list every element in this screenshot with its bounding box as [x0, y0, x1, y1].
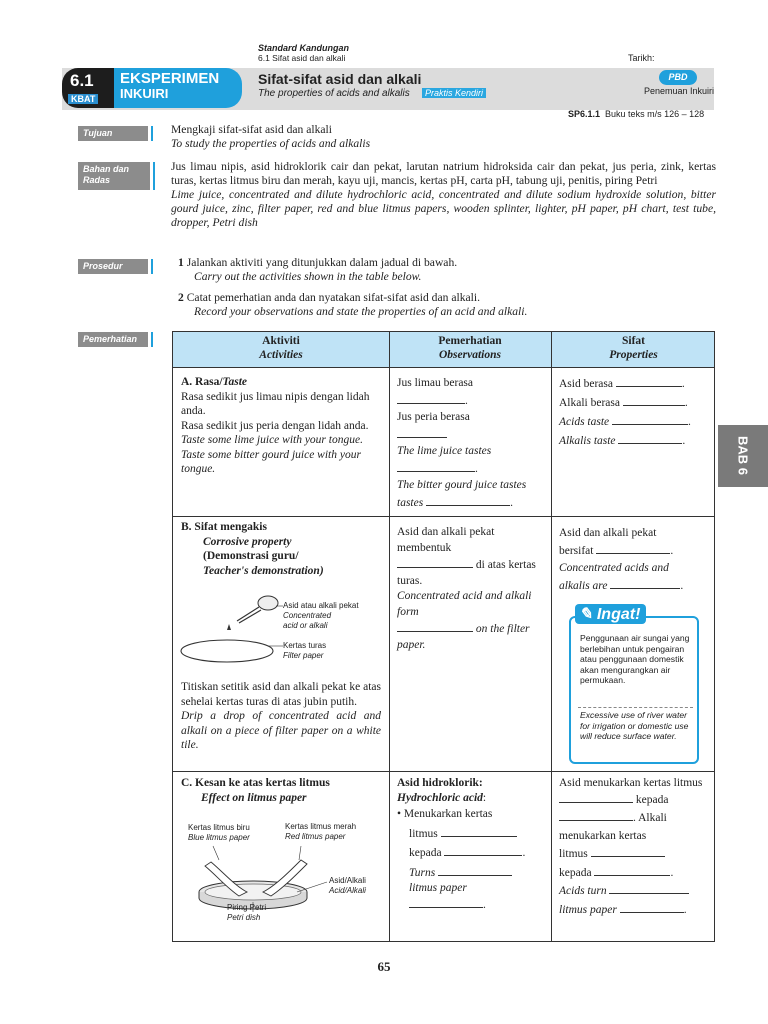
answer-blank[interactable] [620, 901, 684, 913]
header-ms: Sifat [622, 335, 645, 347]
label-ms: Kertas litmus biru [188, 823, 250, 832]
row-c-obs2: litmus [409, 827, 438, 840]
row-c-prop3: . Alkali menukarkan kertas [559, 812, 667, 842]
answer-blank[interactable] [612, 413, 688, 425]
header-ms: Pemerhatian [438, 335, 502, 347]
row-b-prop-ms2: bersifat [559, 545, 594, 557]
row-c-obs5: litmus paper [409, 881, 467, 894]
answer-blank[interactable] [441, 825, 517, 837]
label-red-litmus [285, 822, 356, 842]
category-line1: EKSPERIMEN [120, 70, 220, 87]
label-ms: Kertas turas [283, 641, 327, 650]
answer-blank[interactable] [409, 896, 483, 908]
answer-blank[interactable] [623, 394, 685, 406]
row-a-activity-ms2: Rasa sedikit jus peria dengan lidah anda. [181, 419, 369, 432]
kbat-badge: KBAT [68, 94, 98, 104]
pbd-subtitle: Penemuan Inkuiri [643, 86, 715, 96]
row-a-title-ms: A. Rasa/ [181, 376, 223, 388]
header-activities [173, 334, 389, 362]
row-b-activity-ms: Titiskan setitik asid dan alkali pekat ke atas sehelai kertas turas di atas jubin putih. [181, 681, 381, 708]
column-divider [389, 332, 390, 941]
row-b-title-ms: B. Sifat mengakis [181, 521, 267, 533]
answer-blank[interactable] [438, 864, 512, 876]
label-en: Acid/Alkali [329, 886, 366, 895]
row-a-obs-ms2: Jus peria berasa [397, 411, 470, 423]
row-b-activity-en: Drip a drop of concentrated acid and alkali on a piece of filter paper on a white tile. [181, 710, 381, 751]
answer-blank[interactable] [397, 392, 465, 404]
tujuan-text [171, 123, 716, 151]
row-c-observation: Asid hidroklorik: Hydrochloric acid: • Menukarkan kertas litmus kepada . Turns litmus paper . [397, 776, 547, 915]
label-bahan: Bahan dan Radas [78, 162, 150, 190]
row-b-instructions [181, 680, 381, 753]
row-a-observation: Jus limau berasa . Jus peria berasa The lime juice tastes . The bitter gourd juice tastes tastes . [397, 375, 547, 511]
row-c-obs-head-ms: Asid hidroklorik: [397, 777, 483, 789]
label-ms: Asid atau alkali pekat [283, 601, 359, 610]
ingat-divider [578, 707, 693, 708]
row-a-obs-en1: The lime juice tastes [397, 445, 492, 457]
row-c-title-ms: C. Kesan ke atas kertas litmus [181, 777, 330, 789]
label-acid-alkali [283, 601, 359, 631]
row-a-title-en: Taste [222, 376, 248, 388]
row-a-obs-en2: The bitter gourd juice tastes [397, 479, 527, 491]
answer-blank[interactable] [609, 882, 689, 894]
row-divider [173, 367, 714, 368]
standard-value: 6.1 Sifat asid dan alkali [258, 53, 346, 63]
standard-label: Standard Kandungan [258, 43, 350, 53]
sp-reference [568, 109, 704, 119]
row-b-demo-ms: (Demonstrasi guru/ [203, 550, 299, 562]
label-en: Red litmus paper [285, 832, 346, 841]
row-a-obs-en2-cont: tastes [397, 496, 424, 509]
row-c-obs-head-en: Hydrochloric acid [397, 791, 483, 804]
header-properties [551, 334, 716, 362]
praktis-badge: Praktis Kendiri [422, 88, 486, 98]
row-b-observation [397, 525, 547, 653]
row-b-obs-ms1: Asid dan alkali pekat membentuk [397, 526, 495, 554]
header-en: Observations [439, 349, 501, 361]
row-b-obs-en1: Concentrated acid and alkali form [397, 590, 532, 618]
column-divider [551, 332, 552, 941]
bahan-en: Lime juice, concentrated and dilute hydrochloric acid, concentrated and dilute sodium hydroxide solution, bitter gourd juice, zinc, filter paper, red and blue litmus papers, wooden splinter, lighter, pH paper, pH chart, test tube, dropper, Petri dish [171, 188, 716, 229]
answer-blank[interactable] [594, 864, 670, 876]
row-b-demo-en: Teacher's demonstration) [203, 564, 324, 577]
tujuan-ms: Mengkaji sifat-sifat asid dan alkali [171, 123, 332, 136]
label-petri-dish [227, 903, 266, 923]
row-c-prop6: Acids turn [559, 885, 607, 897]
row-c-obs3: kepada [409, 847, 442, 859]
row-b-title-en: Corrosive property [203, 535, 292, 548]
row-c-prop4: litmus [559, 848, 588, 860]
header-en: Properties [609, 349, 658, 361]
row-divider [173, 516, 714, 517]
sp-code: SP6.1.1 [568, 109, 601, 119]
date-label: Tarikh: [628, 53, 655, 63]
label-acid-alkali-c [329, 876, 366, 896]
step-number: 1 [178, 256, 184, 269]
row-a-activity-ms1: Rasa sedikit jus limau nipis dengan lidah anda. [181, 390, 370, 417]
label-en: Petri dish [227, 913, 261, 922]
textbook-ref: Buku teks m/s 126 – 128 [605, 109, 705, 119]
row-a-prop3: Acids taste [559, 416, 610, 428]
row-a-obs-ms1: Jus limau berasa [397, 377, 474, 389]
label-pemerhatian: Pemerhatian [78, 332, 148, 347]
activity-number: 6.1 [70, 71, 94, 90]
row-c-obs1: • Menukarkan kertas [397, 808, 493, 820]
row-a-prop2: Alkali berasa [559, 397, 620, 409]
answer-blank[interactable] [397, 620, 473, 632]
label-en: Concentrated acid or alkali [283, 611, 332, 630]
answer-blank[interactable] [610, 577, 680, 589]
answer-blank[interactable] [444, 844, 522, 856]
label-ms: Kertas litmus merah [285, 822, 357, 831]
row-a-prop4: Alkalis taste [559, 435, 616, 447]
title-ms: Sifat-sifat asid dan alkali [258, 71, 422, 87]
row-b-prop-en1: Concentrated acids and [559, 562, 669, 574]
step-en: Carry out the activities shown in the table below. [194, 270, 422, 283]
page-number: 65 [377, 959, 391, 974]
row-c-prop1: Asid menukarkan kertas litmus [559, 777, 703, 789]
ingat-title [575, 604, 646, 624]
answer-blank[interactable] [616, 375, 682, 387]
label-ms: Piring Petri [227, 903, 267, 912]
ingat-title-text: Ingat! [596, 606, 641, 623]
bahan-ms: Jus limau nipis, asid hidroklorik cair dan pekat, larutan natrium hidroksida cair dan pekat, jus peria, zink, kertas turas, kertas litmus biru dan merah, kayu uji, mancis, kertas pH, carta pH, tabung uji, penitis, piring Petri [171, 160, 716, 187]
row-c-prop2: kepada [635, 793, 669, 806]
ingat-text-en: Excessive use of river water for irrigation or domestic use will reduce surface water. [580, 710, 689, 741]
label-filter-paper [283, 641, 326, 661]
answer-blank[interactable] [397, 426, 447, 438]
label-en: Blue litmus paper [188, 833, 250, 842]
row-c-prop7: litmus paper [559, 903, 617, 916]
prosedur-step-1 [178, 256, 723, 284]
answer-blank[interactable] [618, 432, 682, 444]
row-c-activity [181, 776, 386, 805]
answer-blank[interactable] [591, 845, 665, 857]
answer-blank[interactable] [559, 791, 633, 803]
row-b-activity [181, 520, 381, 578]
step-ms: Jalankan aktiviti yang ditunjukkan dalam jadual di bawah. [186, 256, 458, 269]
row-b-prop-ms1: Asid dan alkali pekat [559, 527, 657, 539]
filter-paper-icon [181, 640, 273, 662]
header-observations [389, 334, 551, 362]
step-en: Record your observations and state the properties of an acid and alkali. [194, 305, 528, 318]
answer-blank[interactable] [426, 494, 510, 506]
row-b-obs-ms2: di atas kertas turas. [397, 559, 536, 587]
label-en: Filter paper [283, 651, 324, 660]
row-b-obs-en2: on the filter paper. [397, 623, 530, 651]
row-c-property: Asid menukarkan kertas litmus kepada . Alkali menukarkan kertas litmus kepada . Acids turn litmus paper . [559, 776, 711, 919]
title-en: The properties of acids and alkalis [258, 88, 410, 99]
prosedur-step-2 [178, 291, 723, 319]
ingat-text-ms: Penggunaan air sungai yang berlebihan untuk pengairan atau penggunaan domestik akan mengurangkan air permukaan. [580, 633, 690, 685]
row-a-property: Asid berasa . Alkali berasa . Acids taste . Alkalis taste . [559, 375, 711, 451]
label-prosedur: Prosedur [78, 259, 148, 274]
bahan-text [171, 160, 716, 230]
header-ms: Aktiviti [262, 335, 300, 347]
row-a-activity-en1: Taste some lime juice with your tongue. [181, 434, 363, 446]
row-c-prop5: kepada [559, 866, 592, 879]
row-a-activity [181, 375, 381, 477]
answer-blank[interactable] [596, 542, 670, 554]
row-b-property: Asid dan alkali pekat bersifat . Concentrated acids and alkalis are . [559, 525, 711, 595]
row-a-prop1: Asid berasa [559, 378, 613, 390]
step-number: 2 [178, 291, 184, 304]
label-ms: Asid/Alkali [329, 876, 366, 885]
dropper-icon [227, 596, 278, 630]
label-blue-litmus [188, 823, 250, 843]
row-a-activity-en2: Taste some bitter gourd juice with your tongue. [181, 448, 361, 475]
chapter-tab-label: BAB 6 [735, 436, 751, 476]
header-en: Activities [259, 349, 303, 361]
category-line2: INKUIRI [120, 86, 169, 101]
tujuan-en: To study the properties of acids and alkalis [171, 137, 371, 150]
label-tujuan: Tujuan [78, 126, 148, 141]
pbd-badge: PBD [659, 70, 697, 85]
answer-blank[interactable] [397, 556, 473, 568]
row-c-title-en: Effect on litmus paper [201, 791, 307, 804]
lightbulb-icon: ✎ [579, 606, 597, 623]
step-ms: Catat pemerhatian anda dan nyatakan sifat-sifat asid dan alkali. [186, 291, 480, 304]
answer-blank[interactable] [559, 809, 633, 821]
answer-blank[interactable] [397, 460, 475, 472]
row-c-obs4: Turns [409, 866, 436, 879]
row-divider [173, 771, 714, 772]
row-b-prop-en2: alkalis are [559, 580, 608, 592]
